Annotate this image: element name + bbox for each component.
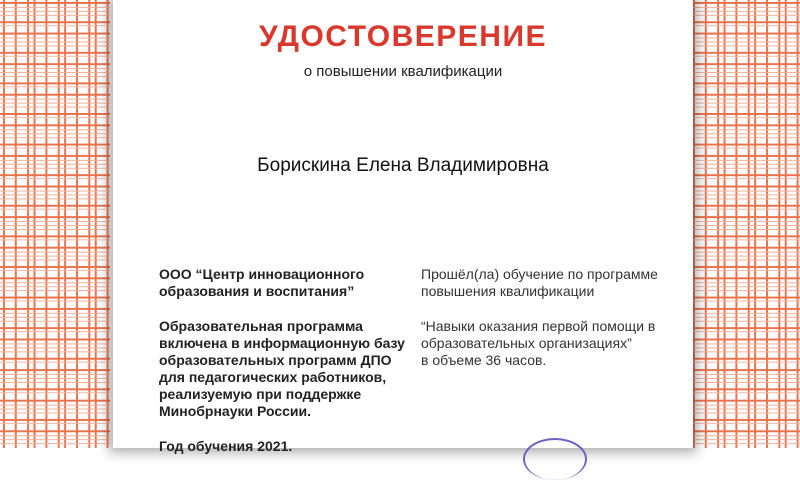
background-pattern-left: [0, 0, 110, 448]
certificate-subtitle: о повышении квалификации: [303, 63, 503, 80]
background-pattern-right: [690, 0, 800, 448]
recipient-name: Борискина Елена Владимировна: [257, 155, 549, 176]
left-column: [159, 266, 409, 473]
program-note: Образовательная программа включена в информационную базу образовательных программ ДПО для педагогических работников, реализуемую при поддержке Минобрнауки России.: [159, 318, 405, 419]
certificate-page: [113, 0, 693, 454]
seal-stamp: [523, 438, 587, 480]
right-column: [421, 266, 681, 387]
study-year: Год обучения 2021.: [159, 438, 293, 454]
organization-name: ООО “Центр инновационного образования и воспитания”: [159, 266, 365, 299]
course-name: “Навыки оказания первой помощи в образовательных организациях”: [421, 318, 656, 351]
completion-text: Прошёл(ла) обучение по программе повышения квалификации: [421, 266, 658, 299]
certificate-title: УДОСТОВЕРЕНИЕ: [258, 20, 548, 53]
course-hours: в объеме 36 часов.: [421, 352, 547, 368]
